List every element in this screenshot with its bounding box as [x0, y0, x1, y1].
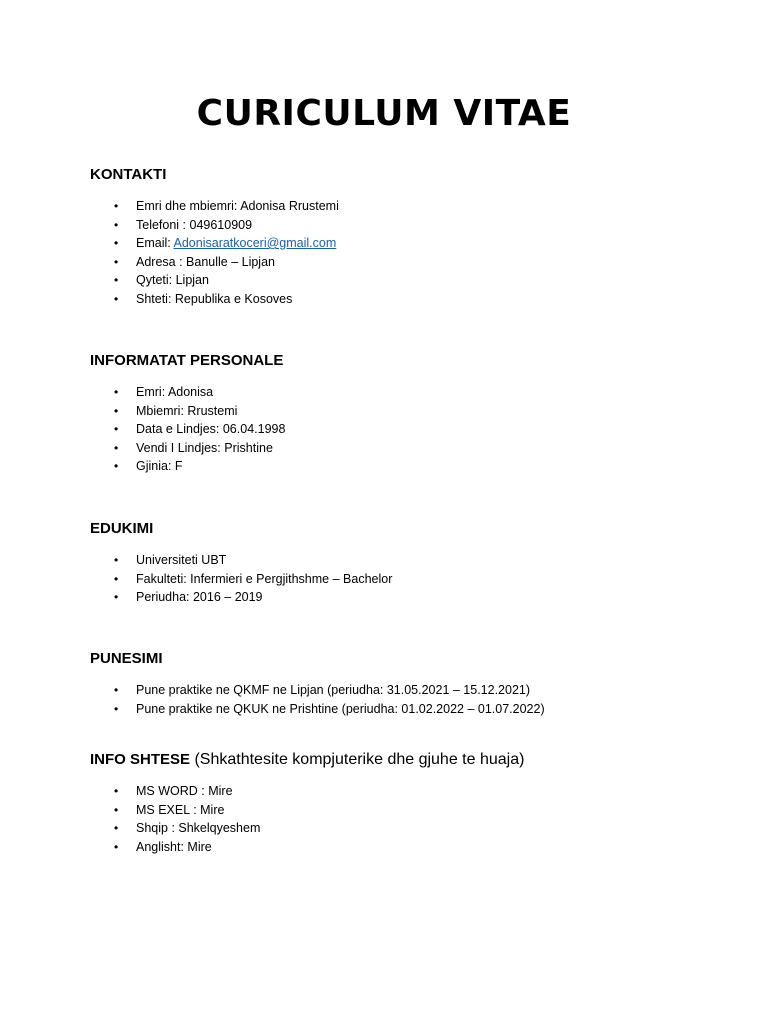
list-item — [90, 819, 690, 838]
list-item — [90, 290, 690, 309]
bullet-icon: • — [114, 590, 119, 604]
document-title: CURICULUM VITAE — [196, 93, 572, 134]
list-item — [90, 439, 690, 458]
item-text: MS EXEL : Mire — [136, 802, 225, 817]
bullet-icon: • — [114, 802, 119, 817]
bullet-icon: • — [114, 217, 119, 232]
bullet-icon: • — [114, 821, 119, 835]
list-item — [90, 570, 690, 589]
list-item — [90, 271, 690, 290]
list-item — [90, 197, 690, 216]
list-item — [90, 801, 690, 820]
list-item — [90, 457, 690, 476]
item-text: Emri: Adonisa — [136, 385, 214, 399]
informatat-list — [90, 383, 690, 476]
item-text: Fakulteti: Infermieri e Pergjithshme – Bachelor — [136, 571, 393, 586]
info-shtese-list — [90, 782, 690, 856]
item-text: Qyteti: Lipjan — [136, 273, 209, 287]
item-text: Data e Lindjes: 06.04.1998 — [136, 422, 286, 436]
list-item — [90, 700, 690, 719]
bullet-icon: • — [114, 403, 119, 418]
section-info-shtese — [90, 750, 690, 856]
item-text: Universiteti UBT — [136, 553, 227, 567]
list-item — [90, 420, 690, 439]
item-text: Telefoni : 049610909 — [136, 217, 253, 232]
list-item — [90, 782, 690, 801]
item-text: Pune praktike ne QKUK ne Prishtine (periudha: 01.02.2022 – 01.07.2022) — [136, 701, 545, 716]
list-item — [90, 216, 690, 235]
bullet-icon: • — [114, 701, 119, 716]
bullet-icon: • — [114, 459, 119, 473]
list-item — [90, 551, 690, 570]
info-shtese-note: (Shkathtesite kompjuterike dhe gjuhe te huaja) — [190, 751, 525, 768]
edukimi-list — [90, 551, 690, 607]
list-item-email — [90, 234, 690, 253]
bullet-icon: • — [114, 553, 119, 567]
item-text: MS WORD : Mire — [136, 784, 233, 798]
item-text: Gjinia: F — [136, 459, 183, 473]
bullet-icon: • — [114, 839, 119, 854]
section-heading-edukimi: EDUKIMI — [90, 520, 154, 537]
item-text: Emri dhe mbiemri: Adonisa Rrustemi — [136, 199, 339, 213]
item-text: Mbiemri: Rrustemi — [136, 403, 238, 418]
item-text: Pune praktike ne QKMF ne Lipjan (periudha: 31.05.2021 – 15.12.2021) — [136, 683, 531, 697]
bullet-icon: • — [114, 422, 119, 436]
list-item — [90, 253, 690, 272]
item-text: Periudha: 2016 – 2019 — [136, 590, 263, 604]
item-text: Shqip : Shkelqyeshem — [136, 821, 261, 835]
list-item — [90, 383, 690, 402]
bullet-icon: • — [114, 199, 119, 213]
bullet-icon: • — [114, 683, 119, 697]
bullet-icon: • — [114, 291, 119, 306]
item-text: Vendi I Lindjes: Prishtine — [136, 440, 273, 455]
section-heading-kontakti: KONTAKTI — [90, 166, 167, 183]
bullet-icon: • — [114, 571, 119, 586]
section-kontakti — [90, 165, 690, 308]
list-item — [90, 588, 690, 607]
list-item — [90, 402, 690, 421]
item-text: Anglisht: Mire — [136, 839, 212, 854]
email-link[interactable]: Adonisaratkoceri@gmail.com — [173, 236, 337, 250]
section-heading-punesimi: PUNESIMI — [90, 650, 163, 667]
bullet-icon: • — [114, 236, 119, 250]
item-text: Shteti: Republika e Kosoves — [136, 291, 293, 306]
list-item — [90, 838, 690, 857]
bullet-icon: • — [114, 385, 119, 399]
bullet-icon: • — [114, 440, 119, 455]
list-item — [90, 681, 690, 700]
bullet-icon: • — [114, 254, 119, 269]
punesimi-list — [90, 681, 690, 718]
section-punesimi — [90, 649, 690, 718]
section-heading-informatat: INFORMATAT PERSONALE — [90, 352, 284, 369]
email-label: Email: — [136, 236, 174, 250]
section-informatat-personale — [90, 351, 690, 476]
info-shtese-title: INFO SHTESE — [90, 751, 191, 768]
kontakti-list — [90, 197, 690, 308]
bullet-icon: • — [114, 784, 119, 798]
bullet-icon: • — [114, 273, 119, 287]
section-heading-info-shtese — [90, 750, 690, 770]
section-edukimi — [90, 519, 690, 607]
item-text: Adresa : Banulle – Lipjan — [136, 254, 275, 269]
